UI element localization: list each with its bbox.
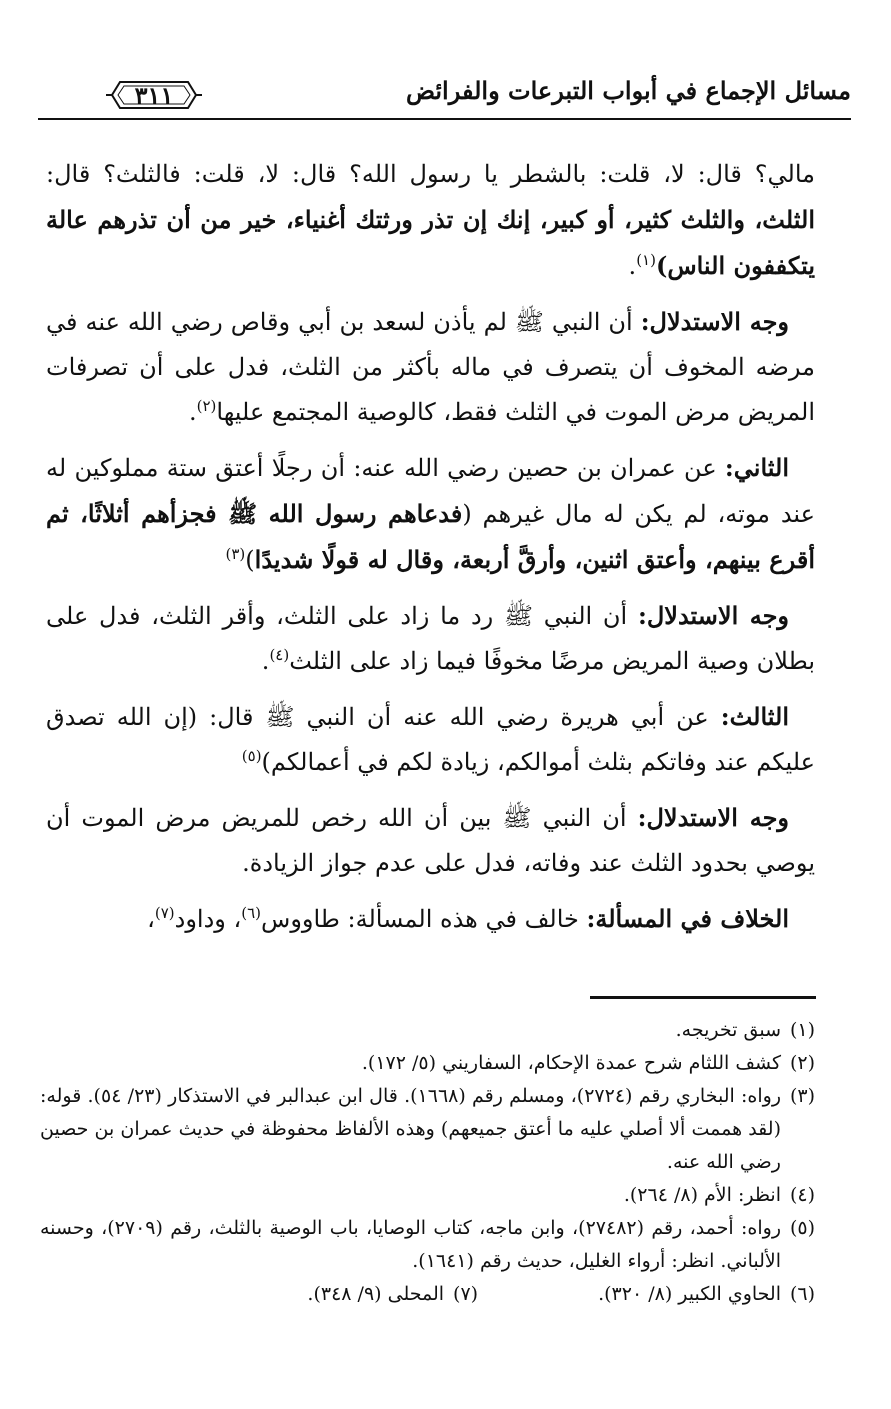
footnote-separator <box>590 996 816 999</box>
footnote-ref: (٧) <box>154 904 175 922</box>
footnote-ref: (٤) <box>269 646 290 664</box>
paragraph-disagreement <box>46 896 815 942</box>
footnote-ref: (١) <box>636 251 656 269</box>
text-run: ) <box>245 546 255 574</box>
text-run: . <box>188 398 197 426</box>
footnote <box>598 1278 815 1311</box>
footnote-text: رواه: أحمد، رقم (٢٧٤٨٢)، وابن ماجه، كتاب الوصايا، باب الوصية بالثلث، رقم (٢٧٠٩)، وحسنه الألباني. انظر: أرواء الغليل، حديث رقم (١٦٤١). <box>40 1217 781 1272</box>
running-header <box>38 74 851 118</box>
hadith-quote: فدعاهم رسول الله ﷺ فجزأهم أثلاثًا، ثم أقرع بينهم، وأعتق اثنين، وأرقَّ أربعة، وقال له قولًا شديدًا <box>46 499 815 574</box>
hadith-quote: الثلث، والثلث كثير، أو كبير، إنك إن تذر ورثتك أغنياء، خير من أن تذرهم عالة يتكففون الناس) <box>46 205 815 280</box>
footnote-number: (٤) <box>789 1184 815 1206</box>
footnote-text: كشف اللثام شرح عمدة الإحكام، السفاريني (٥/ ١٧٢). <box>361 1052 781 1074</box>
running-title: مسائل الإجماع في أبواب التبرعات والفرائض <box>405 76 851 105</box>
footnote-ref: (٥) <box>241 747 262 765</box>
text-run: . <box>261 647 270 675</box>
footnote-text: انظر: الأم (٨/ ٢٦٤). <box>623 1184 781 1206</box>
footnote-ref: (٣) <box>225 545 246 563</box>
footnote-pair-row <box>40 1278 815 1311</box>
footnote-number: (٣) <box>789 1085 815 1107</box>
footnote-number: (٥) <box>789 1217 815 1239</box>
paragraph-inference-1 <box>46 299 815 435</box>
main-text <box>46 152 815 952</box>
footnote <box>40 1080 815 1179</box>
footnote <box>40 1212 815 1278</box>
text-run: عن أبي هريرة رضي الله عنه أن النبي ﷺ قال: (إن الله تصدق عليكم عند وفاتكم بثلث أموالكم، زيادة لكم في أعمالكم) <box>46 703 815 776</box>
paragraph-inference-2 <box>46 593 815 684</box>
text-run: عن عمران بن حصين رضي الله عنه: أن رجلًا أعتق ستة مملوكين له عند موته، لم يكن له مال غيرهم ( <box>46 454 815 528</box>
text-run: . <box>628 252 637 280</box>
text-run: ، <box>147 905 155 933</box>
paragraph-second-evidence <box>46 445 815 583</box>
section-lead: الثالث: <box>720 702 789 731</box>
header-rule <box>38 118 851 120</box>
section-lead: الخلاف في المسألة: <box>586 904 789 933</box>
footnote-number: (١) <box>789 1019 815 1041</box>
section-lead: وجه الاستدلال: <box>637 601 790 630</box>
footnote <box>40 1179 815 1212</box>
section-lead: الثاني: <box>724 453 789 482</box>
text-run: أن النبي ﷺ بين أن الله رخص للمريض مرض الموت أن يوصي بحدود الثلث عند وفاته، فدل على عدم جواز الزيادة. <box>46 804 815 877</box>
text-run: مالي؟ قال: لا، قلت: بالشطر يا رسول الله؟ قال: لا، قلت: فالثلث؟ قال: <box>46 160 815 188</box>
footnote-number: (٢) <box>789 1052 815 1074</box>
footnote <box>307 1278 478 1311</box>
footnote-text: المحلى (٩/ ٣٤٨). <box>307 1283 445 1305</box>
footnotes <box>40 1014 815 1311</box>
text-run: أن النبي ﷺ لم يأذن لسعد بن أبي وقاص رضي الله عنه في مرضه المخوف أن يتصرف في ماله بأكثر من الثلث، فدل على أن تصرفات المريض مرض الموت في الثلث فقط، كالوصية المجتمع عليها <box>46 308 815 426</box>
paragraph-inference-3 <box>46 795 815 886</box>
text-run: أن النبي ﷺ رد ما زاد على الثلث، وأقر الثلث، فدل على بطلان وصية المريض مرضًا مخوفًا فيما زاد على الثلث <box>46 602 815 675</box>
footnote <box>40 1047 815 1080</box>
footnote-text: الحاوي الكبير (٨/ ٣٢٠). <box>598 1283 781 1305</box>
footnote-text: رواه: البخاري رقم (٢٧٢٤)، ومسلم رقم (١٦٦٨). قال ابن عبدالبر في الاستذكار (٢٣/ ٥٤). قوله: (لقد هممت ألا أصلي عليه ما أعتق جميعهم) وهذه الألفاظ محفوظة في حديث عمران بن حصين رضي الله عنه. <box>40 1085 781 1173</box>
footnote-ref: (٢) <box>196 397 217 415</box>
text-run: ، وداود <box>174 905 242 933</box>
footnote-number: (٦) <box>789 1283 815 1305</box>
paragraph-hadith-continuation <box>46 152 815 289</box>
footnote-text: سبق تخريجه. <box>675 1019 781 1041</box>
page-number: ٣١١ <box>134 81 174 110</box>
text-run: خالف في هذه المسألة: طاووس <box>261 905 587 933</box>
paragraph-third-evidence <box>46 694 815 785</box>
section-lead: وجه الاستدلال: <box>637 803 789 832</box>
footnote-ref: (٦) <box>241 904 262 922</box>
footnote <box>40 1014 815 1047</box>
footnote-number: (٧) <box>453 1283 479 1305</box>
section-lead: وجه الاستدلال: <box>640 307 790 336</box>
page-number-frame <box>106 78 202 112</box>
